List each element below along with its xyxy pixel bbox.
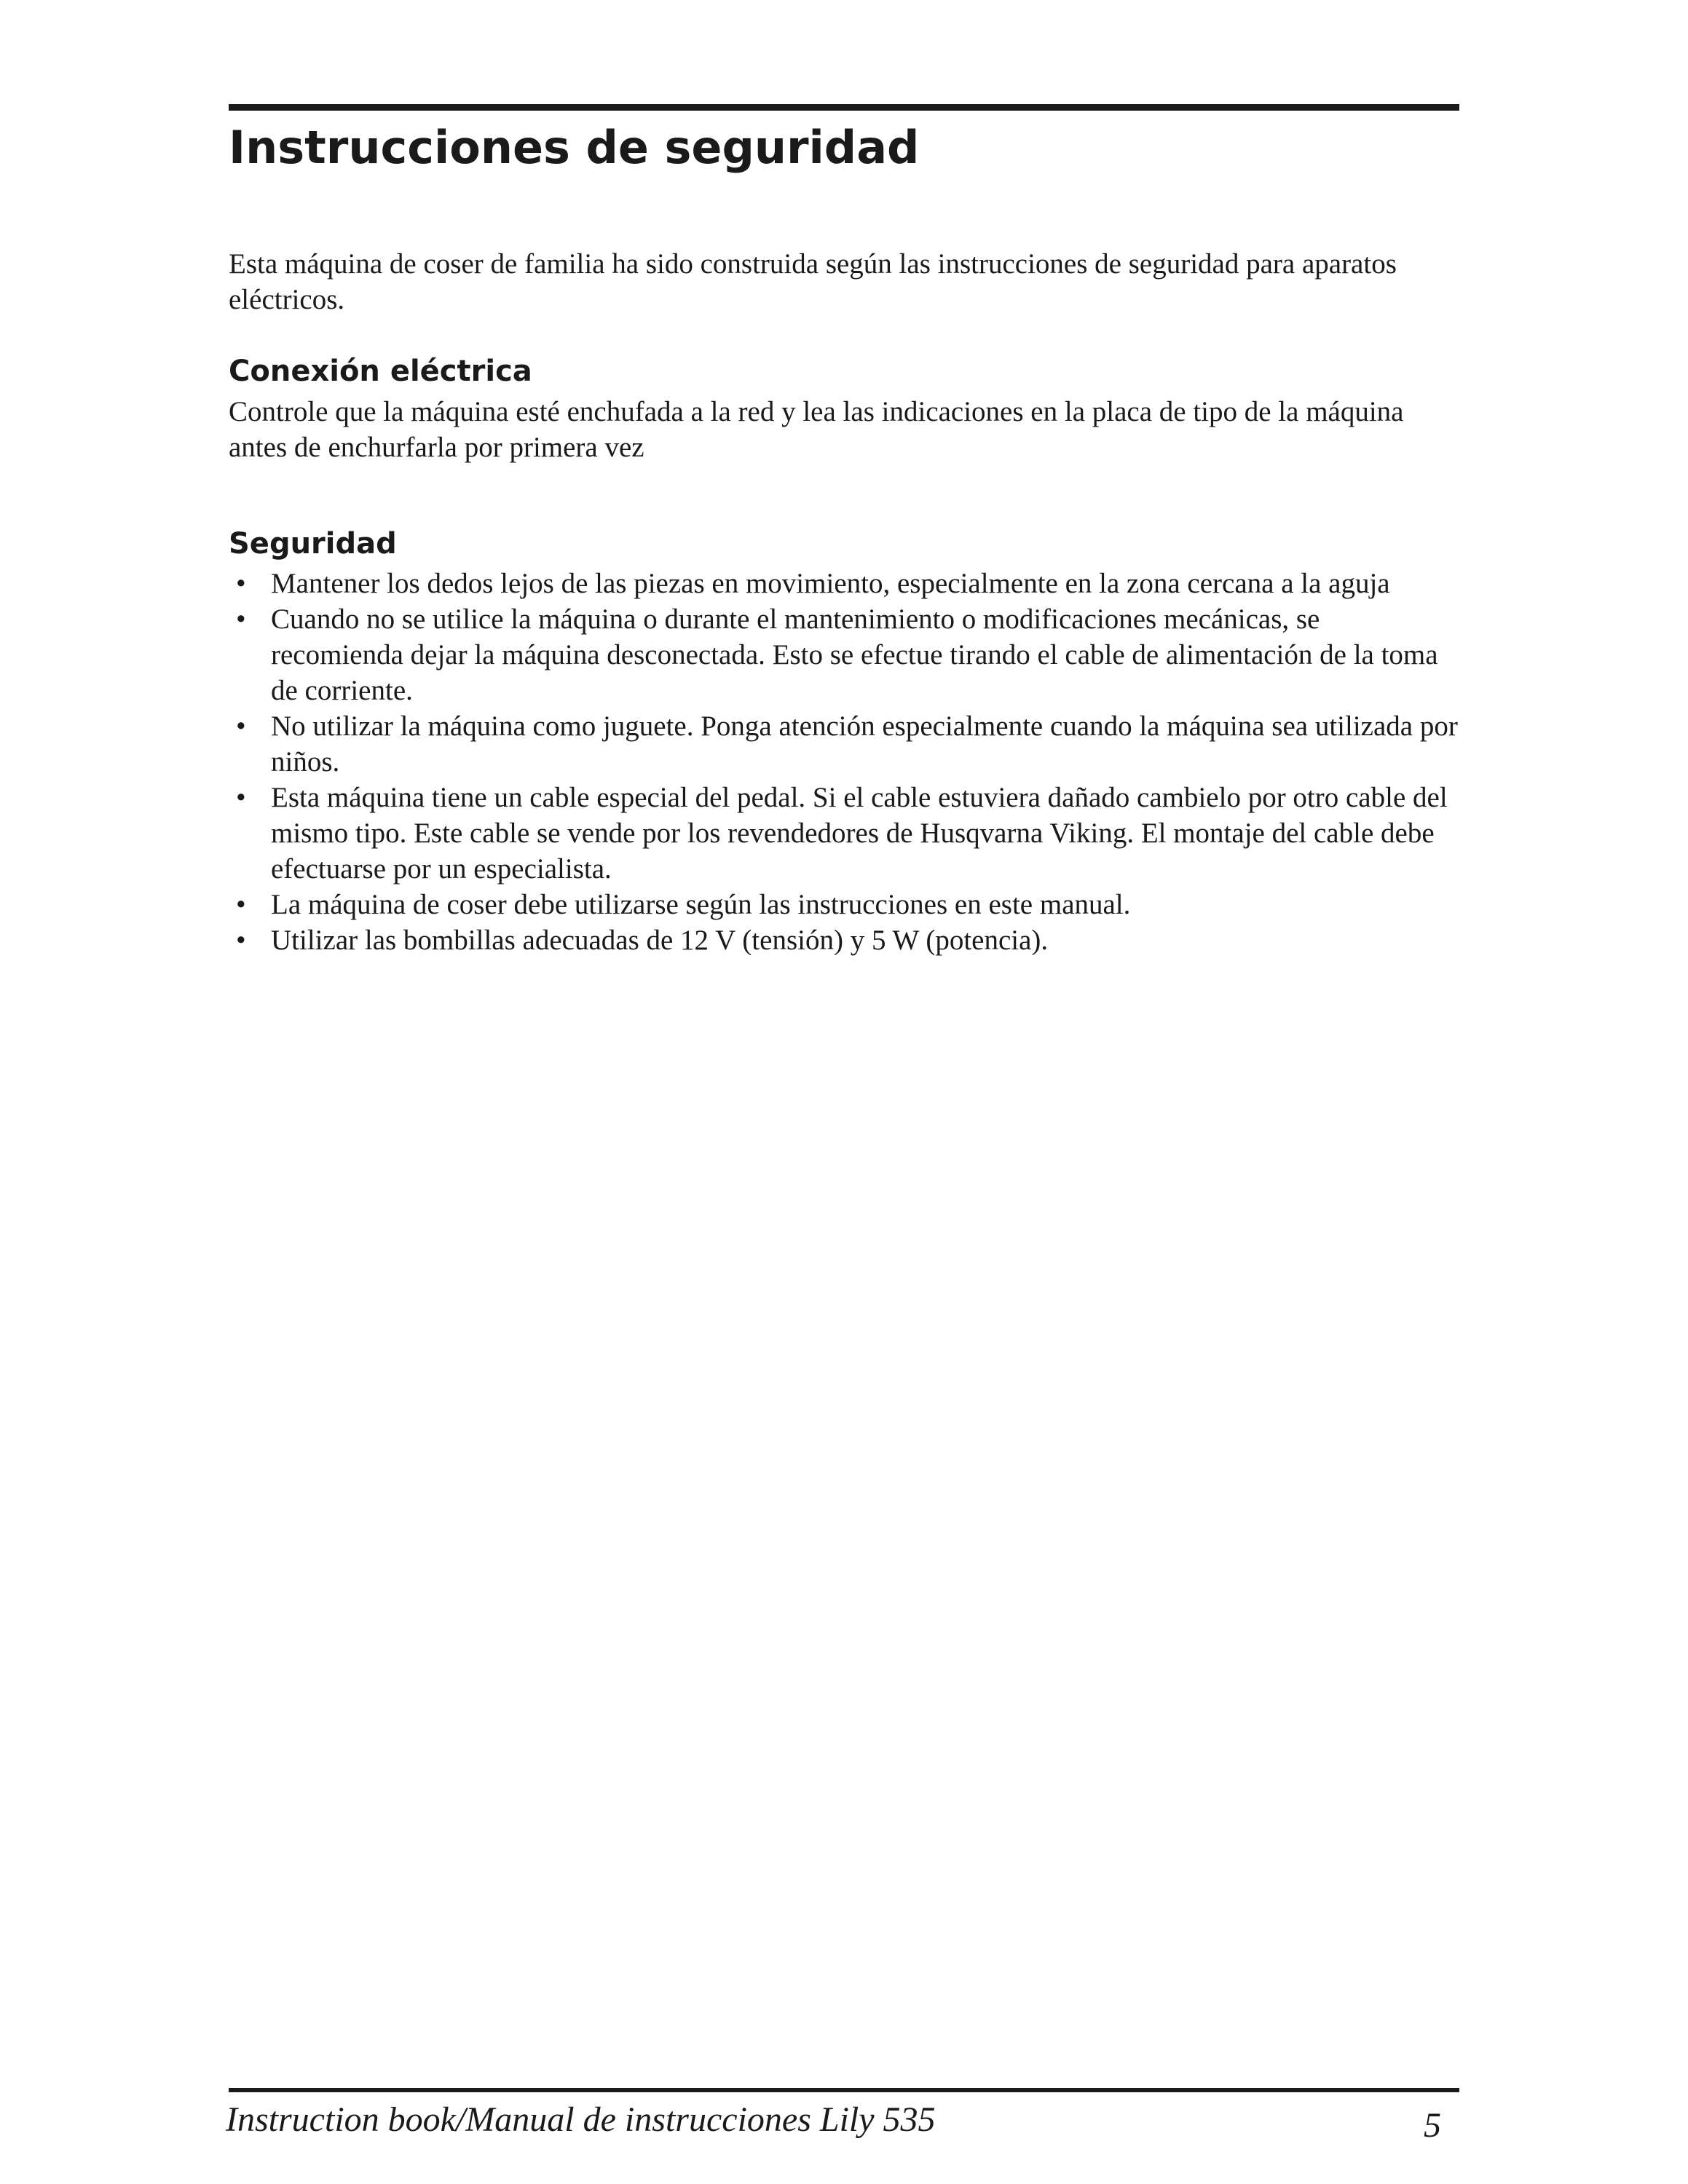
top-rule: [229, 104, 1459, 111]
safety-list: [229, 566, 1459, 958]
bullet-icon: •: [236, 782, 246, 813]
conexion-paragraph: Controle que la máquina esté enchufada a la red y lea las indicaciones en la placa de tipo de la máquina antes de enchurfarla por primera vez: [229, 396, 1404, 463]
bullet-icon: •: [236, 711, 246, 742]
intro-paragraph: Esta máquina de coser de familia ha sido construida según las instrucciones de seguridad para aparatos eléctricos.: [229, 248, 1397, 315]
bullet-icon: •: [236, 604, 246, 635]
section-heading-seguridad: Seguridad: [229, 527, 397, 561]
list-item: [229, 922, 1459, 958]
page-title: Instrucciones de seguridad: [229, 121, 920, 174]
section-heading-conexion: Conexión eléctrica: [229, 355, 532, 388]
list-item: [229, 708, 1459, 780]
list-item-text: Utilizar las bombillas adecuadas de 12 V (tensión) y 5 W (potencia).: [271, 925, 1049, 956]
list-item: [229, 887, 1459, 922]
list-item: [229, 566, 1459, 601]
bottom-rule: [229, 2088, 1459, 2092]
list-item: [229, 601, 1459, 708]
list-item: [229, 780, 1459, 887]
bullet-icon: •: [236, 889, 246, 920]
list-item-text: Cuando no se utilice la máquina o durante el mantenimiento o modificaciones mecánicas, se recomienda dejar la máquina desconectada. Esto se efectue tirando el cable de alimentación de la toma de corriente.: [271, 604, 1438, 706]
list-item-text: No utilizar la máquina como juguete. Ponga atención especialmente cuando la máquina sea utilizada por niños.: [271, 711, 1458, 778]
list-item-text: Esta máquina tiene un cable especial del pedal. Si el cable estuviera dañado cambielo por otro cable del mismo tipo. Este cable se vende por los revendedores de Husqvarna Viking. El montaje del cable debe efectuarse por un especialista.: [271, 782, 1448, 885]
bullet-icon: •: [236, 925, 246, 956]
list-item-text: La máquina de coser debe utilizarse según las instrucciones en este manual.: [271, 889, 1131, 920]
footer-title: Instruction book/Manual de instrucciones Lily 535: [226, 2100, 936, 2139]
list-item-text: Mantener los dedos lejos de las piezas en movimiento, especialmente en la zona cercana a la aguja: [271, 568, 1390, 599]
bullet-icon: •: [236, 568, 246, 599]
page-number: 5: [1424, 2106, 1441, 2145]
